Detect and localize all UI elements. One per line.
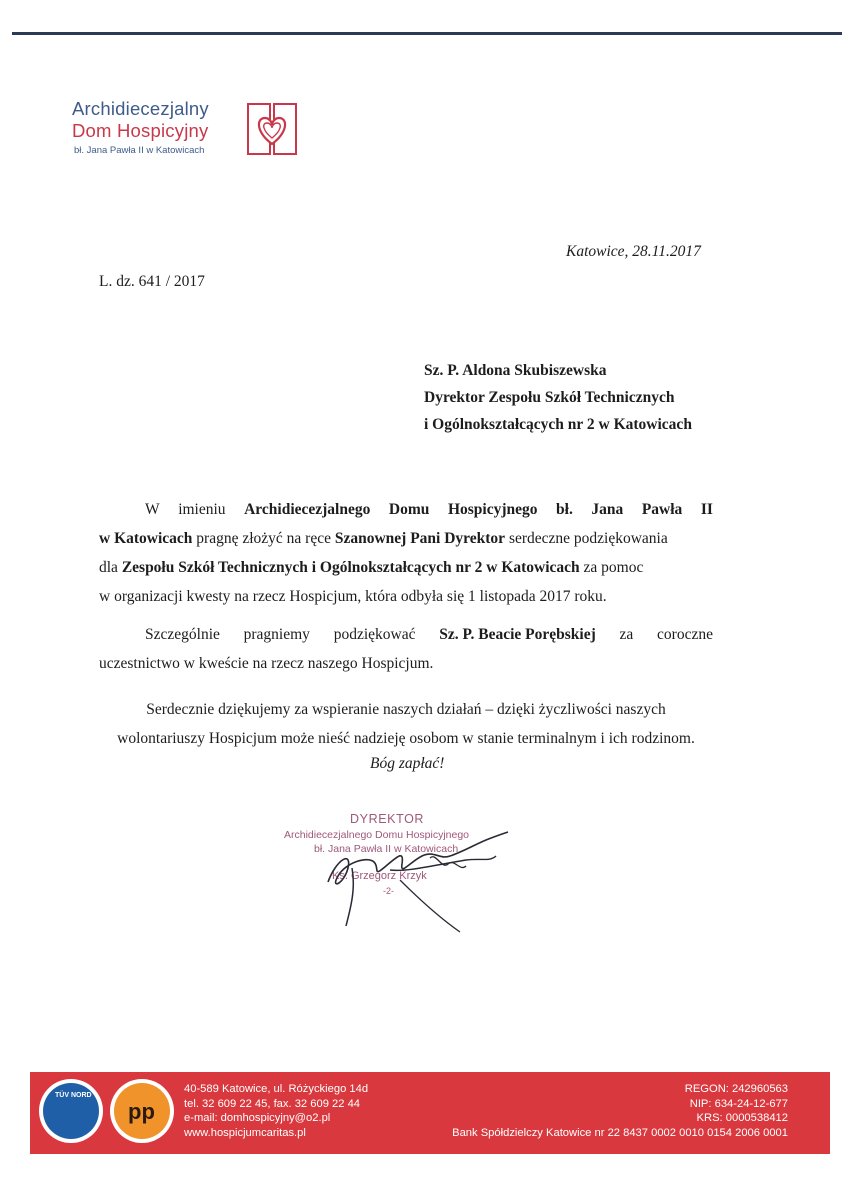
footer-krs: KRS: 0000538412 bbox=[696, 1112, 788, 1124]
recipient-block bbox=[424, 357, 692, 438]
paragraph-1-line-2: w Katowicach pragnę złożyć na ręce Szanownej Pani Dyrektor serdeczne podziękowania bbox=[99, 530, 668, 547]
recipient-name: Sz. P. Aldona Skubiszewska bbox=[424, 362, 607, 379]
paragraph-2-line-2: uczestnictwo w kweście na rzecz naszego Hospicjum. bbox=[99, 655, 434, 672]
stamp-line-1: Archidiecezjalnego Domu Hospicyjnego bbox=[284, 829, 470, 841]
paragraph-3 bbox=[99, 695, 713, 753]
logo-line-1: Archidiecezjalny bbox=[72, 98, 209, 119]
footer-registration bbox=[452, 1082, 788, 1140]
paragraph-1-line-1: W imieniu Archidiecezjalnego Domu Hospicyjnego bł. Jana Pawła II bbox=[145, 501, 713, 518]
stamp-line-4: -2- bbox=[383, 886, 394, 896]
stamp-line-2: bł. Jana Pawła II w Katowicach bbox=[314, 843, 459, 855]
footer-bank: Bank Spółdzielczy Katowice nr 22 8437 0002 0010 0154 2006 0001 bbox=[452, 1126, 788, 1139]
stamp-line-3: Ks. Grzegorz Krzyk bbox=[332, 870, 427, 882]
footer-email: e-mail: domhospicyjny@o2.pl bbox=[184, 1112, 331, 1124]
top-rule bbox=[12, 32, 842, 35]
letter-date: Katowice, 28.11.2017 bbox=[566, 243, 701, 260]
paragraph-1-line-3: dla Zespołu Szkół Technicznych i Ogólnokształcących nr 2 w Katowicach za pomoc bbox=[99, 559, 644, 576]
footer-nip: NIP: 634-24-12-677 bbox=[689, 1097, 788, 1110]
footer-bar bbox=[30, 1072, 830, 1154]
paragraph-3-line-1: Serdecznie dziękujemy za wspieranie naszych działań – dzięki życzliwości naszych bbox=[146, 701, 666, 718]
opp-organization-badge: pp bbox=[110, 1079, 174, 1143]
paragraph-1-line-4: w organizacji kwesty na rzecz Hospicjum, która odbyła się 1 listopada 2017 roku. bbox=[99, 588, 607, 605]
paragraph-1 bbox=[99, 495, 713, 611]
handwritten-signature bbox=[290, 810, 530, 940]
footer-phone: tel. 32 609 22 45, fax. 32 609 22 44 bbox=[184, 1097, 361, 1110]
footer-regon: REGON: 242960563 bbox=[684, 1083, 788, 1095]
footer-address: 40-589 Katowice, ul. Różyckiego 14d bbox=[184, 1083, 369, 1095]
closing-blessing: Bóg zapłać! bbox=[370, 755, 445, 772]
tuv-nord-certificate-badge: TÜV NORD bbox=[39, 1079, 103, 1143]
recipient-title-2: i Ogólnokształcących nr 2 w Katowicach bbox=[424, 416, 692, 433]
reference-number: L. dz. 641 / 2017 bbox=[99, 273, 205, 290]
recipient-title-1: Dyrektor Zespołu Szkół Technicznych bbox=[424, 389, 675, 406]
logo-line-3: bł. Jana Pawła II w Katowicach bbox=[74, 145, 205, 156]
logo-line-2: Dom Hospicyjny bbox=[72, 120, 209, 141]
paragraph-2-line-1: Szczególnie pragniemy podziękować Sz. P. Beacie Porębskiej za coroczne bbox=[145, 626, 713, 643]
hospice-logo bbox=[72, 98, 312, 168]
footer-contact bbox=[184, 1082, 368, 1140]
paragraph-3-line-2: wolontariuszy Hospicjum może nieść nadzieję osobom w stanie terminalnym i ich rodzinom. bbox=[117, 730, 695, 747]
stamp-title: DYREKTOR bbox=[350, 812, 425, 826]
paragraph-2 bbox=[99, 620, 713, 678]
heart-logo-icon bbox=[244, 100, 300, 158]
footer-website: www.hospicjumcaritas.pl bbox=[184, 1126, 306, 1139]
